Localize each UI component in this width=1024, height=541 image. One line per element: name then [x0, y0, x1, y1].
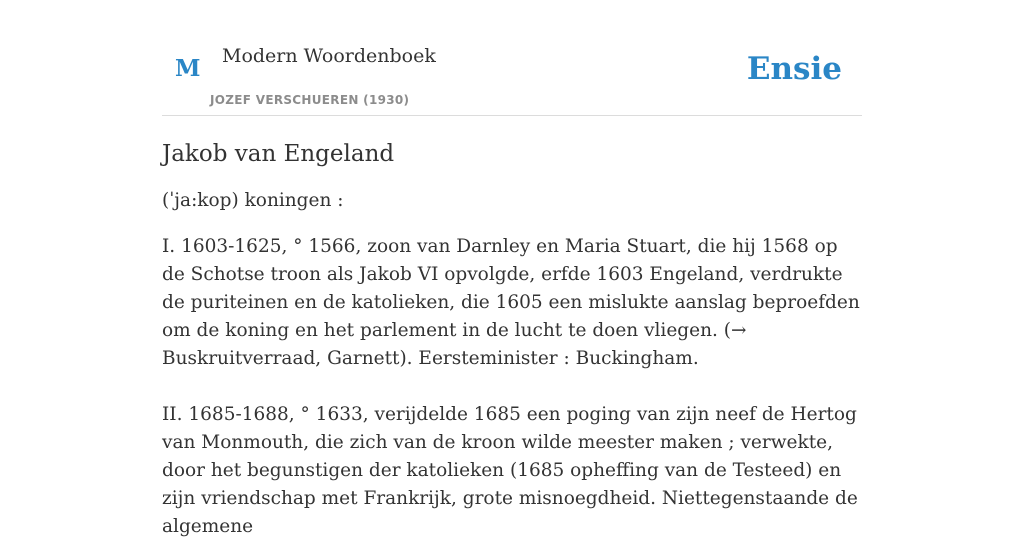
book-author: JOZEF VERSCHUEREN (1930) — [210, 93, 410, 107]
brand-logo[interactable]: Ensie — [746, 51, 842, 87]
entry-body — [162, 233, 862, 541]
entry-pronunciation: (ˈja:kop) koningen : — [162, 190, 344, 211]
entry-title: Jakob van Engeland — [162, 141, 395, 167]
book-icon[interactable]: M — [175, 55, 201, 82]
book-title[interactable]: Modern Woordenboek — [222, 45, 436, 67]
header — [162, 0, 862, 116]
page — [162, 0, 862, 541]
entry-paragraph: I. 1603-1625, ° 1566, zoon van Darnley en Maria Stuart, die hij 1568 op de Schotse troon als Jakob VI opvolgde, erfde 1603 Engeland, verdrukte de puriteinen en de katolieken, die 1605 een mislukte aanslag beproefden om de koning en het parlement in de lucht te doen vliegen. (→ Buskruitverraad, Garnett). Eersteminister : Buckingham. — [162, 236, 860, 369]
entry-paragraph: II. 1685-1688, ° 1633, verijdelde 1685 een poging van zijn neef de Hertog van Monmouth, die zich van de kroon wilde meester maken ; verwekte, door het begunstigen der katolieken (1685 opheffing van de Testeed) en zijn vriendschap met Frankrijk, grote misnoegdheid. Niettegenstaande de algemene — [162, 404, 858, 537]
